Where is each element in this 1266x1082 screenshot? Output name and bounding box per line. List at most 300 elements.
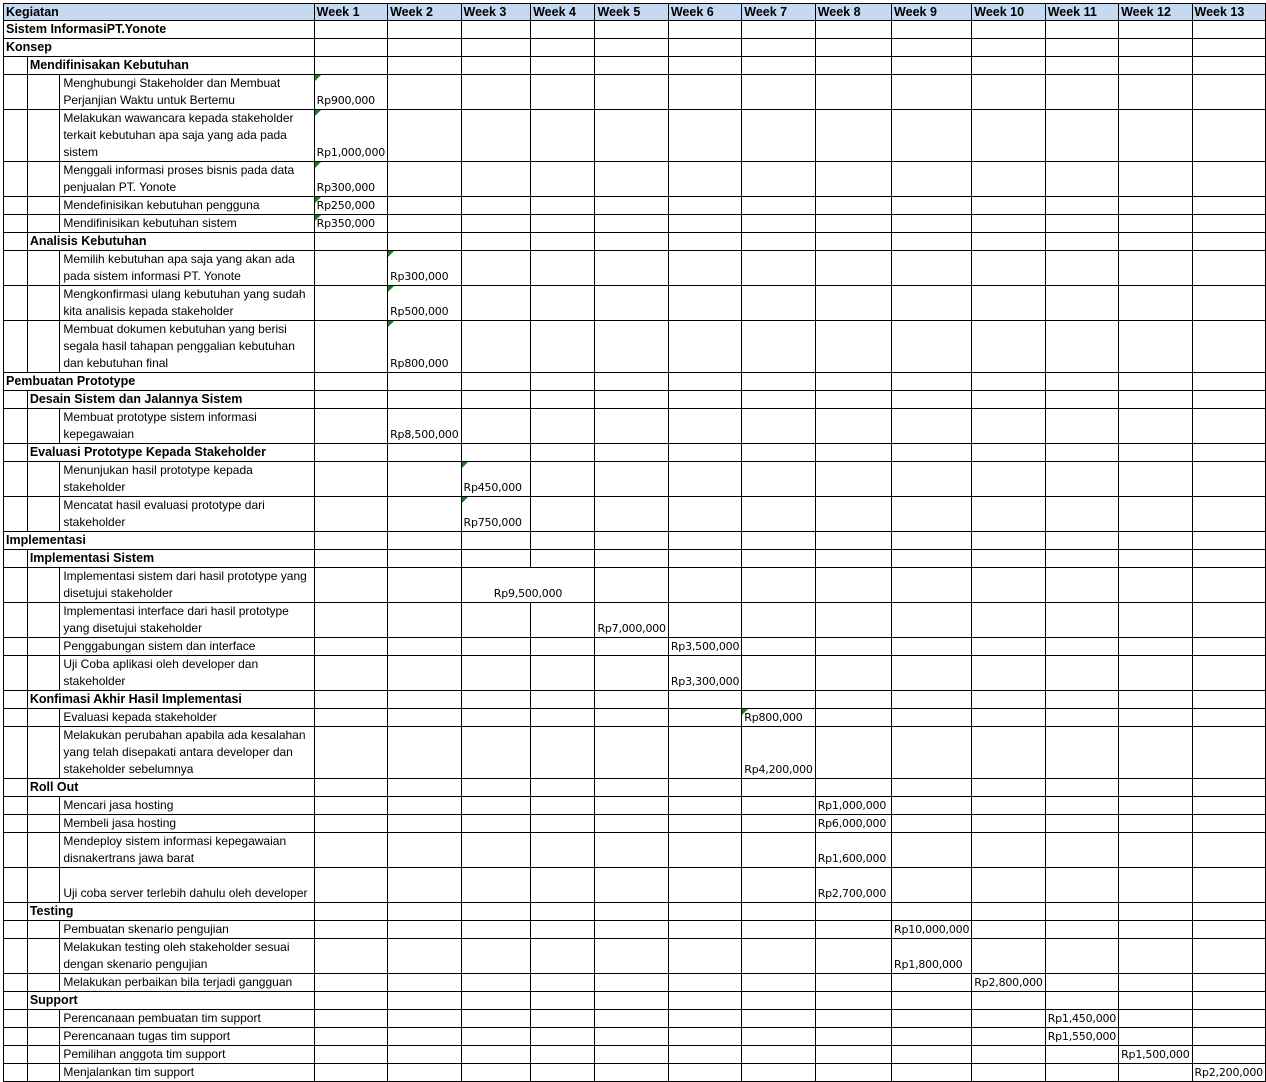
indent-cell[interactable] <box>4 444 28 462</box>
subsection-title[interactable]: Mendifinisakan Kebutuhan <box>27 57 314 75</box>
week-cell[interactable] <box>1192 39 1265 57</box>
week-cell[interactable] <box>742 903 815 921</box>
indent-cell[interactable] <box>27 797 60 815</box>
week-cell[interactable] <box>461 992 531 1010</box>
week-cell[interactable] <box>892 974 972 992</box>
week-cell[interactable] <box>892 1046 972 1064</box>
week-cell[interactable] <box>314 21 387 39</box>
task-name[interactable]: Menggali informasi proses bisnis pada data penjualan PT. Yonote <box>60 162 314 197</box>
week-cell[interactable] <box>314 709 387 727</box>
task-name[interactable]: Mengkonfirmasi ulang kebutuhan yang sudah kita analisis kepada stakeholder <box>60 286 314 321</box>
week-cell[interactable] <box>742 286 815 321</box>
week-cell[interactable] <box>461 779 531 797</box>
week-cell[interactable] <box>892 709 972 727</box>
indent-cell[interactable] <box>4 251 28 286</box>
week-cell[interactable] <box>1045 691 1118 709</box>
task-name[interactable]: Penggabungan sistem dan interface <box>60 638 314 656</box>
week-cell[interactable] <box>668 409 741 444</box>
indent-cell[interactable] <box>4 497 28 532</box>
indent-cell[interactable] <box>27 197 60 215</box>
week-cell[interactable] <box>531 1064 595 1082</box>
indent-cell[interactable] <box>27 1028 60 1046</box>
week-cell[interactable] <box>595 939 668 974</box>
week-cell[interactable] <box>314 603 387 638</box>
week-cell[interactable] <box>815 1010 891 1028</box>
week-cell[interactable] <box>972 409 1045 444</box>
week-cell[interactable] <box>1045 162 1118 197</box>
cost-cell[interactable] <box>314 110 387 162</box>
task-name[interactable]: Melakukan perbaikan bila terjadi gangguan <box>60 974 314 992</box>
week-cell[interactable] <box>815 57 891 75</box>
week-cell[interactable] <box>531 833 595 868</box>
week-cell[interactable] <box>314 251 387 286</box>
week-cell[interactable] <box>972 373 1045 391</box>
week-cell[interactable] <box>892 409 972 444</box>
indent-cell[interactable] <box>4 1028 28 1046</box>
week-cell[interactable] <box>595 110 668 162</box>
cost-cell[interactable] <box>314 162 387 197</box>
week-cell[interactable] <box>668 797 741 815</box>
indent-cell[interactable] <box>4 391 28 409</box>
week-cell[interactable] <box>461 110 531 162</box>
week-cell[interactable] <box>1045 21 1118 39</box>
week-cell[interactable] <box>595 197 668 215</box>
week-cell[interactable] <box>892 286 972 321</box>
week-cell[interactable] <box>595 162 668 197</box>
week-cell[interactable] <box>595 974 668 992</box>
subsection-title[interactable]: Testing <box>27 903 314 921</box>
indent-cell[interactable] <box>27 727 60 779</box>
week-cell[interactable] <box>531 974 595 992</box>
week-cell[interactable] <box>668 1028 741 1046</box>
week-cell[interactable] <box>668 709 741 727</box>
week-cell[interactable] <box>1119 833 1192 868</box>
week-cell[interactable] <box>892 833 972 868</box>
week-cell[interactable] <box>668 373 741 391</box>
week-cell[interactable] <box>892 321 972 373</box>
task-name[interactable]: Mendefinisikan kebutuhan pengguna <box>60 197 314 215</box>
indent-cell[interactable] <box>4 939 28 974</box>
week-cell[interactable] <box>531 373 595 391</box>
week-cell[interactable] <box>388 868 461 903</box>
week-cell[interactable] <box>742 233 815 251</box>
week-cell[interactable] <box>595 409 668 444</box>
week-cell[interactable] <box>314 550 387 568</box>
section-title[interactable]: Sistem InformasiPT.Yonote <box>4 21 315 39</box>
week-cell[interactable] <box>595 462 668 497</box>
week-cell[interactable] <box>742 215 815 233</box>
cost-cell[interactable] <box>892 939 972 974</box>
week-cell[interactable] <box>1192 110 1265 162</box>
indent-cell[interactable] <box>27 215 60 233</box>
week-cell[interactable] <box>815 638 891 656</box>
week-cell[interactable] <box>1045 39 1118 57</box>
week-cell[interactable] <box>892 110 972 162</box>
week-cell[interactable] <box>742 868 815 903</box>
week-cell[interactable] <box>314 921 387 939</box>
indent-cell[interactable] <box>4 233 28 251</box>
indent-cell[interactable] <box>4 815 28 833</box>
week-cell[interactable] <box>531 462 595 497</box>
week-cell[interactable] <box>892 462 972 497</box>
week-cell[interactable] <box>1192 391 1265 409</box>
week-cell[interactable] <box>1119 939 1192 974</box>
week-cell[interactable] <box>531 197 595 215</box>
week-cell[interactable] <box>531 815 595 833</box>
indent-cell[interactable] <box>4 727 28 779</box>
week-cell[interactable] <box>388 656 461 691</box>
week-cell[interactable] <box>1045 974 1118 992</box>
week-cell[interactable] <box>892 815 972 833</box>
week-cell[interactable] <box>742 57 815 75</box>
week-cell[interactable] <box>668 815 741 833</box>
week-cell[interactable] <box>668 110 741 162</box>
indent-cell[interactable] <box>4 868 28 903</box>
week-cell[interactable] <box>595 709 668 727</box>
week-cell[interactable] <box>461 233 531 251</box>
week-cell[interactable] <box>668 868 741 903</box>
week-cell[interactable] <box>1192 638 1265 656</box>
indent-cell[interactable] <box>27 75 60 110</box>
week-cell[interactable] <box>1192 974 1265 992</box>
week-cell[interactable] <box>892 21 972 39</box>
week-cell[interactable] <box>1119 532 1192 550</box>
week-cell[interactable] <box>892 797 972 815</box>
week-cell[interactable] <box>815 603 891 638</box>
week-cell[interactable] <box>314 321 387 373</box>
week-cell[interactable] <box>314 532 387 550</box>
task-name[interactable]: Memilih kebutuhan apa saja yang akan ada pada sistem informasi PT. Yonote <box>60 251 314 286</box>
week-cell[interactable] <box>972 532 1045 550</box>
task-name[interactable]: Mencari jasa hosting <box>60 797 314 815</box>
indent-cell[interactable] <box>27 709 60 727</box>
indent-cell[interactable] <box>27 939 60 974</box>
week-cell[interactable] <box>1192 550 1265 568</box>
week-cell[interactable] <box>461 286 531 321</box>
week-cell[interactable] <box>668 444 741 462</box>
week-cell[interactable] <box>595 497 668 532</box>
week-cell[interactable] <box>461 797 531 815</box>
week-cell[interactable] <box>742 409 815 444</box>
week-cell[interactable] <box>1119 727 1192 779</box>
week-cell[interactable] <box>531 233 595 251</box>
week-cell[interactable] <box>742 815 815 833</box>
week-cell[interactable] <box>388 215 461 233</box>
cost-cell[interactable] <box>388 409 461 444</box>
week-cell[interactable] <box>972 727 1045 779</box>
indent-cell[interactable] <box>27 409 60 444</box>
week-cell[interactable] <box>815 1064 891 1082</box>
task-name[interactable]: Melakukan testing oleh stakeholder sesuai dengan skenario pengujian <box>60 939 314 974</box>
week-header[interactable]: Week 2 <box>388 4 461 21</box>
week-cell[interactable] <box>972 444 1045 462</box>
cost-cell[interactable] <box>388 321 461 373</box>
week-cell[interactable] <box>595 992 668 1010</box>
task-name[interactable]: Melakukan wawancara kepada stakeholder terkait kebutuhan apa saja yang ada pada sistem <box>60 110 314 162</box>
week-cell[interactable] <box>1192 444 1265 462</box>
week-cell[interactable] <box>972 921 1045 939</box>
indent-cell[interactable] <box>4 638 28 656</box>
week-cell[interactable] <box>531 251 595 286</box>
week-cell[interactable] <box>314 497 387 532</box>
subsection-title[interactable]: Support <box>27 992 314 1010</box>
cost-cell[interactable] <box>815 797 891 815</box>
week-cell[interactable] <box>314 939 387 974</box>
week-cell[interactable] <box>1192 1046 1265 1064</box>
task-name[interactable]: Uji Coba aplikasi oleh developer dan stakeholder <box>60 656 314 691</box>
week-cell[interactable] <box>668 251 741 286</box>
week-cell[interactable] <box>388 233 461 251</box>
cost-cell[interactable] <box>668 638 741 656</box>
subsection-title[interactable]: Analisis Kebutuhan <box>27 233 314 251</box>
week-cell[interactable] <box>668 21 741 39</box>
week-cell[interactable] <box>972 550 1045 568</box>
cost-cell[interactable] <box>668 656 741 691</box>
week-cell[interactable] <box>815 939 891 974</box>
week-cell[interactable] <box>742 497 815 532</box>
week-cell[interactable] <box>1192 57 1265 75</box>
subsection-title[interactable]: Implementasi Sistem <box>27 550 314 568</box>
week-cell[interactable] <box>668 568 741 603</box>
week-cell[interactable] <box>1192 409 1265 444</box>
week-cell[interactable] <box>314 833 387 868</box>
week-cell[interactable] <box>892 1028 972 1046</box>
indent-cell[interactable] <box>4 75 28 110</box>
week-cell[interactable] <box>815 75 891 110</box>
task-name[interactable]: Mendeploy sistem informasi kepegawaian disnakertrans jawa barat <box>60 833 314 868</box>
week-cell[interactable] <box>595 921 668 939</box>
week-cell[interactable] <box>461 39 531 57</box>
week-cell[interactable] <box>1045 532 1118 550</box>
week-cell[interactable] <box>461 444 531 462</box>
indent-cell[interactable] <box>27 974 60 992</box>
indent-cell[interactable] <box>27 656 60 691</box>
week-cell[interactable] <box>815 110 891 162</box>
week-cell[interactable] <box>1119 1010 1192 1028</box>
week-cell[interactable] <box>595 1010 668 1028</box>
week-cell[interactable] <box>892 568 972 603</box>
task-name[interactable]: Mencatat hasil evaluasi prototype dari stakeholder <box>60 497 314 532</box>
indent-cell[interactable] <box>4 110 28 162</box>
week-cell[interactable] <box>892 727 972 779</box>
week-cell[interactable] <box>595 656 668 691</box>
week-cell[interactable] <box>461 833 531 868</box>
indent-cell[interactable] <box>27 1064 60 1082</box>
week-cell[interactable] <box>461 373 531 391</box>
week-cell[interactable] <box>668 321 741 373</box>
week-cell[interactable] <box>742 656 815 691</box>
week-cell[interactable] <box>1119 691 1192 709</box>
week-cell[interactable] <box>815 233 891 251</box>
week-cell[interactable] <box>531 286 595 321</box>
subsection-title[interactable]: Roll Out <box>27 779 314 797</box>
indent-cell[interactable] <box>4 162 28 197</box>
week-cell[interactable] <box>1045 462 1118 497</box>
week-cell[interactable] <box>972 286 1045 321</box>
week-cell[interactable] <box>1119 162 1192 197</box>
week-cell[interactable] <box>815 779 891 797</box>
week-cell[interactable] <box>531 391 595 409</box>
week-cell[interactable] <box>972 497 1045 532</box>
week-cell[interactable] <box>461 638 531 656</box>
week-cell[interactable] <box>388 497 461 532</box>
indent-cell[interactable] <box>27 1010 60 1028</box>
task-name[interactable]: Pembuatan skenario pengujian <box>60 921 314 939</box>
week-cell[interactable] <box>461 656 531 691</box>
week-cell[interactable] <box>892 656 972 691</box>
week-cell[interactable] <box>1045 815 1118 833</box>
week-cell[interactable] <box>815 709 891 727</box>
week-cell[interactable] <box>892 992 972 1010</box>
week-cell[interactable] <box>742 691 815 709</box>
week-cell[interactable] <box>972 110 1045 162</box>
subsection-title[interactable]: Evaluasi Prototype Kepada Stakeholder <box>27 444 314 462</box>
week-cell[interactable] <box>595 1028 668 1046</box>
indent-cell[interactable] <box>4 709 28 727</box>
week-cell[interactable] <box>1192 797 1265 815</box>
week-cell[interactable] <box>1045 409 1118 444</box>
week-cell[interactable] <box>314 409 387 444</box>
week-cell[interactable] <box>668 603 741 638</box>
week-cell[interactable] <box>314 656 387 691</box>
week-header[interactable]: Week 3 <box>461 4 531 21</box>
week-cell[interactable] <box>742 1046 815 1064</box>
week-cell[interactable] <box>815 39 891 57</box>
week-cell[interactable] <box>461 550 531 568</box>
week-cell[interactable] <box>1045 497 1118 532</box>
week-cell[interactable] <box>1045 833 1118 868</box>
week-cell[interactable] <box>595 1046 668 1064</box>
week-cell[interactable] <box>668 833 741 868</box>
indent-cell[interactable] <box>4 550 28 568</box>
week-cell[interactable] <box>1119 603 1192 638</box>
week-cell[interactable] <box>1119 251 1192 286</box>
week-cell[interactable] <box>815 903 891 921</box>
cost-cell[interactable] <box>815 815 891 833</box>
week-cell[interactable] <box>1045 656 1118 691</box>
week-cell[interactable] <box>531 779 595 797</box>
week-cell[interactable] <box>892 39 972 57</box>
week-cell[interactable] <box>595 903 668 921</box>
week-cell[interactable] <box>388 727 461 779</box>
week-cell[interactable] <box>892 215 972 233</box>
week-cell[interactable] <box>742 75 815 110</box>
indent-cell[interactable] <box>4 57 28 75</box>
week-cell[interactable] <box>972 57 1045 75</box>
week-cell[interactable] <box>668 992 741 1010</box>
week-cell[interactable] <box>1192 603 1265 638</box>
week-cell[interactable] <box>531 603 595 638</box>
week-cell[interactable] <box>972 233 1045 251</box>
week-cell[interactable] <box>815 568 891 603</box>
week-cell[interactable] <box>972 462 1045 497</box>
week-cell[interactable] <box>972 321 1045 373</box>
week-cell[interactable] <box>972 868 1045 903</box>
week-cell[interactable] <box>531 797 595 815</box>
week-header[interactable]: Week 12 <box>1119 4 1192 21</box>
week-cell[interactable] <box>1119 974 1192 992</box>
week-cell[interactable] <box>314 797 387 815</box>
week-cell[interactable] <box>531 57 595 75</box>
cost-cell[interactable] <box>742 727 815 779</box>
week-cell[interactable] <box>892 868 972 903</box>
week-cell[interactable] <box>595 75 668 110</box>
cost-cell[interactable] <box>1192 1064 1265 1082</box>
week-cell[interactable] <box>972 903 1045 921</box>
indent-cell[interactable] <box>27 1046 60 1064</box>
week-cell[interactable] <box>972 709 1045 727</box>
week-cell[interactable] <box>892 444 972 462</box>
week-cell[interactable] <box>461 603 531 638</box>
indent-cell[interactable] <box>27 286 60 321</box>
week-cell[interactable] <box>388 939 461 974</box>
week-cell[interactable] <box>1119 233 1192 251</box>
week-cell[interactable] <box>461 532 531 550</box>
week-cell[interactable] <box>1192 691 1265 709</box>
indent-cell[interactable] <box>4 1064 28 1082</box>
week-cell[interactable] <box>1045 233 1118 251</box>
week-cell[interactable] <box>595 373 668 391</box>
week-cell[interactable] <box>314 568 387 603</box>
task-name[interactable]: Melakukan perubahan apabila ada kesalahan yang telah disepakati antara developer dan stakeholder sebelumnya <box>60 727 314 779</box>
week-cell[interactable] <box>461 215 531 233</box>
week-cell[interactable] <box>815 656 891 691</box>
cost-cell[interactable] <box>314 75 387 110</box>
week-cell[interactable] <box>1045 779 1118 797</box>
task-name[interactable]: Membuat dokumen kebutuhan yang berisi segala hasil tahapan penggalian kebutuhan dan kebutuhan final <box>60 321 314 373</box>
week-cell[interactable] <box>892 638 972 656</box>
week-cell[interactable] <box>972 162 1045 197</box>
week-cell[interactable] <box>531 321 595 373</box>
week-cell[interactable] <box>1192 939 1265 974</box>
week-cell[interactable] <box>595 691 668 709</box>
week-cell[interactable] <box>595 57 668 75</box>
week-cell[interactable] <box>972 691 1045 709</box>
week-cell[interactable] <box>531 532 595 550</box>
week-cell[interactable] <box>1119 709 1192 727</box>
week-cell[interactable] <box>1192 1010 1265 1028</box>
week-cell[interactable] <box>388 110 461 162</box>
week-cell[interactable] <box>388 709 461 727</box>
week-cell[interactable] <box>972 251 1045 286</box>
week-cell[interactable] <box>1119 373 1192 391</box>
week-cell[interactable] <box>742 1010 815 1028</box>
week-cell[interactable] <box>388 197 461 215</box>
week-cell[interactable] <box>461 1064 531 1082</box>
week-header[interactable]: Week 4 <box>531 4 595 21</box>
week-cell[interactable] <box>972 215 1045 233</box>
week-cell[interactable] <box>972 797 1045 815</box>
week-cell[interactable] <box>815 391 891 409</box>
week-cell[interactable] <box>531 939 595 974</box>
week-cell[interactable] <box>531 868 595 903</box>
week-cell[interactable] <box>1045 197 1118 215</box>
week-cell[interactable] <box>1119 462 1192 497</box>
week-cell[interactable] <box>314 727 387 779</box>
week-cell[interactable] <box>972 638 1045 656</box>
week-cell[interactable] <box>314 903 387 921</box>
week-cell[interactable] <box>668 939 741 974</box>
week-cell[interactable] <box>595 638 668 656</box>
week-cell[interactable] <box>668 39 741 57</box>
week-cell[interactable] <box>815 373 891 391</box>
week-cell[interactable] <box>1045 727 1118 779</box>
week-cell[interactable] <box>742 1028 815 1046</box>
cost-cell[interactable] <box>742 709 815 727</box>
week-cell[interactable] <box>815 992 891 1010</box>
week-cell[interactable] <box>815 286 891 321</box>
week-cell[interactable] <box>595 21 668 39</box>
